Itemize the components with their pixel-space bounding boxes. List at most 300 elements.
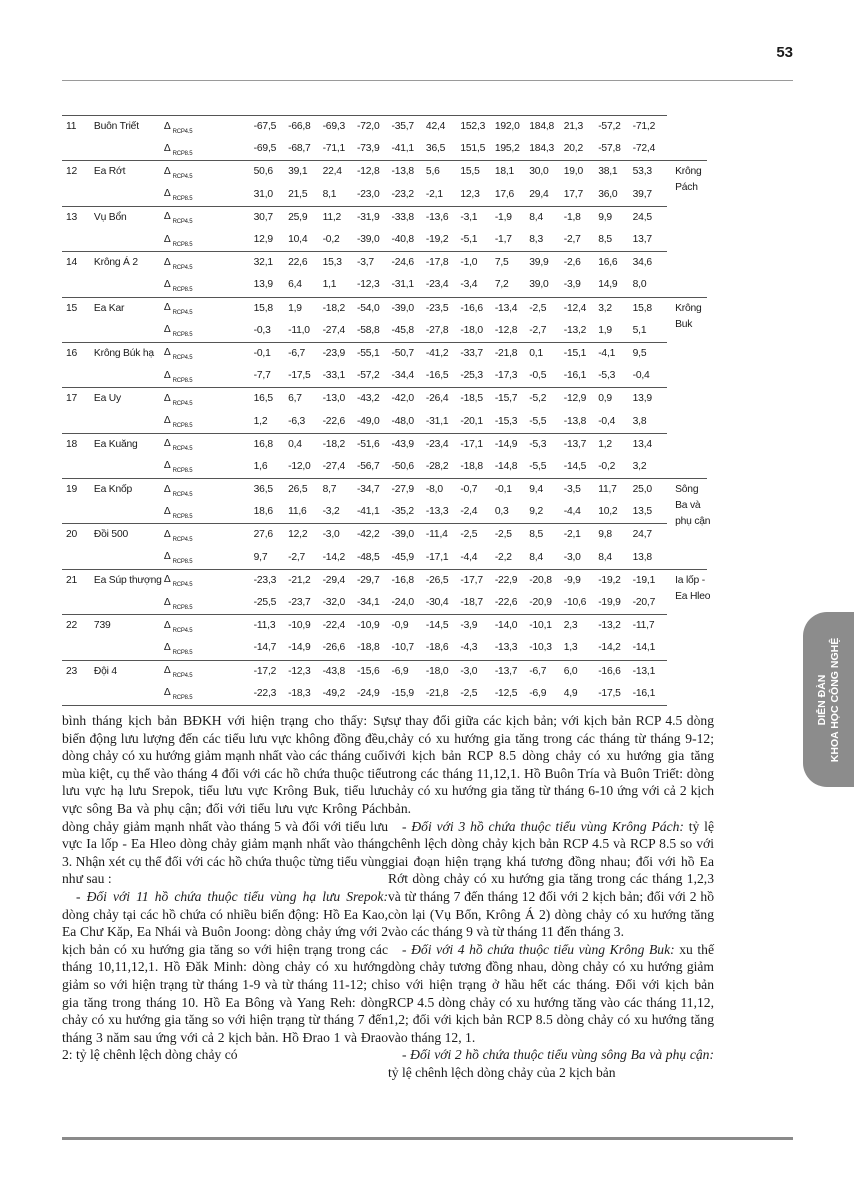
region-label: Krông Pách <box>675 166 702 194</box>
table-cell: -24,9 <box>357 683 391 706</box>
table-row <box>62 138 707 161</box>
table-cell: -16,6 <box>598 660 632 683</box>
table-cell: -18,8 <box>460 460 483 472</box>
table-cell: -21,2 <box>288 569 322 592</box>
table-cell: 26,5 <box>288 479 322 502</box>
table-cell: 50,6 <box>254 161 288 184</box>
table-cell: -50,7 <box>391 342 425 365</box>
table-cell: 39,0 <box>529 279 549 291</box>
table-cell: -0,3 <box>253 324 271 336</box>
reservoir-number: 14 <box>62 252 94 275</box>
table-cell: 10,4 <box>288 234 308 246</box>
table-cell: -5,3 <box>529 433 563 456</box>
table-cell: -20,7 <box>632 597 656 609</box>
table-cell: 39,7 <box>632 188 652 200</box>
reservoir-number <box>62 456 94 479</box>
table-row <box>62 184 707 207</box>
table-cell: -73,9 <box>357 143 380 155</box>
table-cell: -8,0 <box>426 479 460 502</box>
table-cell: -22,9 <box>495 569 529 592</box>
scenario-label <box>164 365 254 388</box>
reservoir-name <box>94 637 164 660</box>
table-cell: -14,2 <box>322 551 346 563</box>
table-cell: 13,5 <box>632 506 652 518</box>
table-cell: -13,7 <box>495 660 529 683</box>
side-tab <box>803 612 854 787</box>
table-cell: 19,0 <box>564 161 598 184</box>
table-row <box>62 479 707 502</box>
table-cell: 27,6 <box>254 524 288 547</box>
table-cell: -4,1 <box>598 342 632 365</box>
table-cell: -10,1 <box>529 615 563 638</box>
table-cell: -43,9 <box>391 433 425 456</box>
table-cell: -18,7 <box>460 597 483 609</box>
table-row <box>62 161 707 184</box>
table-cell: 184,3 <box>529 143 555 155</box>
reservoir-number: 23 <box>62 660 94 683</box>
region-cell-empty <box>667 116 707 161</box>
table-cell: 3,2 <box>632 460 647 472</box>
table-cell: -2,5 <box>460 683 494 706</box>
reservoir-name <box>94 547 164 570</box>
table-row <box>62 388 707 411</box>
table-cell: -4,3 <box>460 642 478 654</box>
table-cell: -42,0 <box>391 388 425 411</box>
table-cell: -12,5 <box>495 683 529 706</box>
table-cell: -1,0 <box>460 252 494 275</box>
table-cell: -22,6 <box>322 415 346 427</box>
table-cell: -2,1 <box>425 188 443 200</box>
footer-rule <box>62 1137 793 1140</box>
table-row <box>62 660 707 683</box>
table-cell: 22,6 <box>288 252 322 275</box>
table-cell: -34,1 <box>357 597 380 609</box>
scenario-label <box>164 161 254 184</box>
delta-symbol: Δ <box>163 505 171 517</box>
table-cell: 8,5 <box>598 234 612 246</box>
table-cell: 53,3 <box>633 161 667 184</box>
table-cell: -72,0 <box>357 116 391 139</box>
scenario-subscript: RCP8.5 <box>172 150 193 157</box>
table-row <box>62 637 707 660</box>
table-cell: 24,7 <box>633 524 667 547</box>
table-cell: -23,4 <box>426 433 460 456</box>
left-paragraph-2-body: dòng chảy tại các hồ chứa có nhiều biến động: Hồ Ea Kao, Ea Chư Kăp, Ea Nhái và Buôn Joong: dòng chảy ứng với 2 kịch bản có xu hướng gia tăng so với hiện trạng trong các tháng 10,11,12,1. Hồ Đăk Minh: dòng chảy có xu hướng giảm so với hiện trạng từ tháng 1-9 và từ tháng 11-12; chỉ gia tăng trong tháng 10. Hồ Ea Bông và Yang Reh: dòng chảy có xu hướng gia tăng so với hiện trạng từ tháng 7 đến tháng 3 năm sau ứng với cả 2 kịch bản. Hồ Đrao 1 và Đrao 2: tỷ lệ chênh lệch dòng chảy có <box>62 906 388 1063</box>
reservoir-name: Ea Súp thượng <box>94 569 164 592</box>
table-cell: -3,7 <box>357 252 391 275</box>
scenario-label <box>164 274 254 297</box>
table-cell: -48,5 <box>357 551 380 563</box>
table-cell: 2,3 <box>564 615 598 638</box>
reservoir-name: Ea Kar <box>94 297 164 320</box>
scenario-label <box>164 569 254 592</box>
reservoir-name: Ea Uy <box>94 388 164 411</box>
table-cell: -6,7 <box>529 660 563 683</box>
table-cell: 30,0 <box>529 161 563 184</box>
table-cell: -22,3 <box>254 683 288 706</box>
reservoir-name: Ea Kuăng <box>94 433 164 456</box>
table-cell: -18,3 <box>288 683 322 706</box>
table-cell: -43,2 <box>357 388 391 411</box>
table-cell: -33,7 <box>460 342 494 365</box>
table-cell: -23,3 <box>254 569 288 592</box>
table-cell: 0,1 <box>529 342 563 365</box>
delta-symbol: Δ <box>163 324 171 336</box>
table-cell: -13,3 <box>494 642 518 654</box>
table-cell: 0,4 <box>288 433 322 456</box>
table-cell: -0,9 <box>391 615 425 638</box>
table-cell: 34,6 <box>633 252 667 275</box>
table-cell: 15,3 <box>323 252 357 275</box>
table-cell: -45,8 <box>391 324 414 336</box>
reservoir-name <box>94 365 164 388</box>
delta-symbol: Δ <box>163 233 171 245</box>
table-cell: -2,7 <box>563 234 581 246</box>
table-cell: -4,4 <box>563 506 581 518</box>
table-cell: 152,3 <box>460 116 494 139</box>
table-row <box>62 229 707 252</box>
table-cell: -12,4 <box>564 297 598 320</box>
table-cell: -6,7 <box>288 342 322 365</box>
scenario-label <box>164 388 254 411</box>
scenario-label <box>164 683 254 706</box>
table-cell: 8,4 <box>529 551 543 563</box>
table-cell: -20,1 <box>460 415 483 427</box>
table-cell: 13,7 <box>632 234 652 246</box>
table-cell: -39,0 <box>391 297 425 320</box>
reservoir-number: 21 <box>62 569 94 592</box>
table-cell: 10,2 <box>598 506 618 518</box>
table-cell: -29,4 <box>323 569 357 592</box>
table-cell: 9,2 <box>529 506 543 518</box>
scenario-label <box>164 479 254 502</box>
table-cell: -11,4 <box>426 524 460 547</box>
scenario-subscript: RCP4.5 <box>172 219 193 226</box>
table-cell: -3,0 <box>563 551 581 563</box>
table-cell: 39,1 <box>288 161 322 184</box>
table-row <box>62 683 707 706</box>
table-cell: -23,9 <box>323 342 357 365</box>
scenario-label <box>164 660 254 683</box>
reservoir-name: Đội 4 <box>94 660 164 683</box>
table-cell: -30,4 <box>425 597 449 609</box>
table-cell: -14,1 <box>632 642 656 654</box>
right-paragraph-4-body: tỷ lệ chênh lệch dòng chảy của 2 kịch bản <box>388 1064 616 1080</box>
table-cell: -3,9 <box>460 615 494 638</box>
table-cell: -15,7 <box>495 388 529 411</box>
table-cell: 25,9 <box>288 206 322 229</box>
table-cell: -24,6 <box>391 252 425 275</box>
table-cell: 42,4 <box>426 116 460 139</box>
reservoir-number: 18 <box>62 433 94 456</box>
table-cell: -51,6 <box>357 433 391 456</box>
table-cell: -13,7 <box>564 433 598 456</box>
delta-symbol: Δ <box>163 392 171 404</box>
scenario-subscript: RCP8.5 <box>172 196 193 203</box>
region-label: Krông Buk <box>675 302 702 330</box>
table-cell: -2,2 <box>494 551 512 563</box>
table-cell: -34,7 <box>357 479 391 502</box>
scenario-subscript: RCP4.5 <box>172 673 193 680</box>
scenario-label <box>164 116 254 139</box>
table-cell: -10,7 <box>391 642 414 654</box>
delta-symbol: Δ <box>163 574 171 586</box>
reservoir-name <box>94 229 164 252</box>
table-cell: -12,3 <box>357 279 380 291</box>
table-cell: -34,4 <box>391 370 414 382</box>
table-cell: 29,4 <box>529 188 549 200</box>
table-cell: -12,9 <box>564 388 598 411</box>
table-cell: -39,0 <box>391 524 425 547</box>
table-cell: 13,4 <box>633 433 667 456</box>
table-cell: 17,6 <box>494 188 515 200</box>
table-cell: -57,8 <box>598 143 621 155</box>
table-cell: 12,2 <box>288 524 322 547</box>
scenario-label <box>164 138 254 161</box>
delta-symbol: Δ <box>163 665 171 677</box>
table-cell: -16,1 <box>563 370 587 382</box>
table-cell: -22,4 <box>323 615 357 638</box>
scenario-subscript: RCP4.5 <box>172 536 193 543</box>
table-row <box>62 206 707 229</box>
reservoir-number <box>62 229 94 252</box>
page-number: 53 <box>776 44 793 61</box>
table-cell: -18,2 <box>323 297 357 320</box>
table-cell: -3,0 <box>460 660 494 683</box>
table-cell: 14,9 <box>598 279 618 291</box>
scenario-subscript: RCP8.5 <box>172 377 193 384</box>
table-cell: -13,8 <box>391 161 425 184</box>
table-cell: -18,0 <box>460 324 483 336</box>
table-row <box>62 342 707 365</box>
scenario-label <box>164 320 254 343</box>
table-cell: 8,4 <box>598 551 612 563</box>
table-cell: 1,6 <box>253 460 268 472</box>
table-cell: -26,4 <box>426 388 460 411</box>
table-cell: -23,5 <box>426 297 460 320</box>
delta-symbol: Δ <box>163 278 171 290</box>
delta-symbol: Δ <box>163 188 171 200</box>
table-cell: 25,0 <box>633 479 667 502</box>
region-cell <box>667 479 711 570</box>
table-cell: -17,3 <box>494 370 518 382</box>
table-cell: -32,0 <box>322 597 346 609</box>
right-paragraph-4-lead: - Đối với 2 hồ chứa thuộc tiểu vùng sông Ba và phụ cận: <box>402 1047 714 1063</box>
table-cell: -17,2 <box>254 660 288 683</box>
table-cell: -16,8 <box>391 569 425 592</box>
table-cell: -18,0 <box>426 660 460 683</box>
table-cell: 6,7 <box>288 388 322 411</box>
reservoir-number <box>62 320 94 343</box>
right-paragraph-3 <box>388 941 714 1047</box>
table-cell: 18,6 <box>253 506 273 518</box>
table-cell: -15,1 <box>564 342 598 365</box>
table-cell: 16,6 <box>598 252 632 275</box>
scenario-subscript: RCP8.5 <box>172 559 193 566</box>
delta-symbol: Δ <box>163 528 171 540</box>
left-paragraph-2 <box>62 888 388 1064</box>
region-cell <box>667 297 707 479</box>
reservoir-number <box>62 683 94 706</box>
reservoir-name: Đồi 500 <box>94 524 164 547</box>
table-cell: -0,2 <box>598 460 616 472</box>
delta-symbol: Δ <box>163 369 171 381</box>
table-cell: -14,5 <box>426 615 460 638</box>
table-cell: -5,1 <box>460 234 478 246</box>
table-cell: -26,5 <box>426 569 460 592</box>
table-cell: -22,6 <box>494 597 518 609</box>
table-cell: -69,5 <box>253 143 277 155</box>
table-cell: 7,5 <box>495 252 529 275</box>
table-cell: -42,2 <box>357 524 391 547</box>
table-cell: -14,7 <box>253 642 277 654</box>
delta-symbol: Δ <box>163 460 171 472</box>
table-cell: -23,2 <box>391 188 414 200</box>
table-cell: -68,7 <box>288 143 311 155</box>
table-cell: 7,2 <box>494 279 509 291</box>
table-cell: -27,9 <box>391 479 425 502</box>
scenario-subscript: RCP8.5 <box>172 423 193 430</box>
table-cell: 16,8 <box>254 433 288 456</box>
right-paragraph-2-body: tỷ lệ chênh lệch dòng chảy kịch bản RCP 4.5 và RCP 8.5 so với giai đoạn hiện trạng khá tương đồng nhau; đối với hồ Ea Rớt dòng chảy có xu hướng gia tăng trong các tháng 1,2,3 và từ tháng 7 đến tháng 12 đối với 2 kịch bản; đối với 2 hồ còn lại (Vụ Bổn, Krông Á 2) dòng chảy có xu hướng tăng vào các tháng 9 và từ tháng 11 đến tháng 3. <box>388 818 714 940</box>
table-cell: -2,4 <box>460 506 478 518</box>
table-cell: -12,8 <box>494 324 518 336</box>
left-paragraph-2-lead: - Đối với 11 hồ chứa thuộc tiểu vùng hạ lưu Srepok: <box>76 888 388 904</box>
table-cell: -5,5 <box>529 415 547 427</box>
table-cell: -15,6 <box>357 660 391 683</box>
table-row <box>62 116 707 139</box>
scenario-label <box>164 206 254 229</box>
scenario-subscript: RCP8.5 <box>172 286 193 293</box>
table-cell: -11,0 <box>288 324 310 336</box>
table-cell: -41,1 <box>391 143 414 155</box>
right-paragraph-3-lead: - Đối với 4 hồ chứa thuộc tiểu vùng Krông Buk: <box>402 941 675 957</box>
table-row <box>62 410 707 433</box>
table-cell: -55,1 <box>357 342 391 365</box>
table-cell: -4,4 <box>460 551 478 563</box>
table-cell: -28,2 <box>425 460 449 472</box>
table-cell: 195,2 <box>494 143 520 155</box>
table-cell: 8,3 <box>529 234 543 246</box>
scenario-label <box>164 524 254 547</box>
delta-symbol: Δ <box>163 551 171 563</box>
table-cell: 6,4 <box>288 279 302 291</box>
table-row <box>62 569 707 592</box>
table-cell: -27,4 <box>322 324 346 336</box>
table-cell: -23,4 <box>425 279 449 291</box>
scenario-subscript: RCP4.5 <box>172 400 193 407</box>
table-cell: -6,9 <box>391 660 425 683</box>
table-cell: 0,3 <box>494 506 509 518</box>
table-row <box>62 274 707 297</box>
table-row <box>62 592 707 615</box>
table-cell: -41,1 <box>357 506 380 518</box>
reservoir-name <box>94 501 164 524</box>
reservoir-name: Buôn Triết <box>94 116 164 139</box>
table-cell: 8,4 <box>529 206 563 229</box>
table-cell: 9,4 <box>529 479 563 502</box>
reservoir-name: Krông Búk hạ <box>94 342 164 365</box>
reservoir-name <box>94 592 164 615</box>
scenario-subscript: RCP4.5 <box>172 310 193 317</box>
table-cell: -40,8 <box>391 234 414 246</box>
table-cell: -10,6 <box>563 597 587 609</box>
table-cell: 15,8 <box>633 297 667 320</box>
region-label: Ia lốp - Ea Hleo <box>675 574 711 602</box>
scenario-subscript: RCP8.5 <box>172 604 193 611</box>
table-cell: -16,6 <box>460 297 494 320</box>
right-paragraph-2-lead: - Đối với 3 hồ chứa thuộc tiểu vùng Krông Pách: <box>402 818 684 834</box>
table-cell: -31,1 <box>391 279 414 291</box>
table-cell: -21,8 <box>426 683 460 706</box>
reservoir-number: 11 <box>62 116 94 139</box>
scenario-label <box>164 637 254 660</box>
table-cell: 36,5 <box>425 143 446 155</box>
table-cell: -0,1 <box>254 342 288 365</box>
table-cell: 22,4 <box>323 161 357 184</box>
table-cell: -15,9 <box>391 683 425 706</box>
table-cell: -3,4 <box>460 279 478 291</box>
scenario-subscript: RCP8.5 <box>172 468 193 475</box>
table-cell: -5,3 <box>598 370 616 382</box>
table-cell: -3,0 <box>323 524 357 547</box>
table-cell: 12,3 <box>460 188 480 200</box>
reservoir-number: 22 <box>62 615 94 638</box>
table-cell: 9,7 <box>253 551 268 563</box>
table-row <box>62 297 707 320</box>
table-cell: -5,5 <box>529 460 547 472</box>
table-cell: -16,1 <box>633 683 667 706</box>
table-cell: -17,5 <box>598 683 632 706</box>
table-cell: -14,2 <box>598 642 621 654</box>
reservoir-name <box>94 456 164 479</box>
table-cell: 13,8 <box>632 551 652 563</box>
scenario-subscript: RCP8.5 <box>172 695 193 702</box>
right-paragraph-2 <box>388 818 714 941</box>
table-cell: -1,8 <box>564 206 598 229</box>
table-cell: -17,5 <box>288 370 311 382</box>
table-cell: 15,8 <box>254 297 288 320</box>
header-rule <box>62 80 793 81</box>
reservoir-name: Ea Knốp <box>94 479 164 502</box>
table-cell: -12,3 <box>288 660 322 683</box>
scenario-subscript: RCP4.5 <box>172 264 193 271</box>
table-cell: -49,2 <box>323 683 357 706</box>
table-cell: -3,9 <box>563 279 581 291</box>
table-cell: -66,8 <box>288 116 322 139</box>
table-cell: -0,4 <box>598 415 616 427</box>
table-cell: -26,6 <box>322 642 346 654</box>
reservoir-number: 17 <box>62 388 94 411</box>
scenario-subscript: RCP4.5 <box>172 173 193 180</box>
table-cell: -67,5 <box>254 116 288 139</box>
scenario-label <box>164 501 254 524</box>
table-cell: -1,7 <box>494 234 512 246</box>
table-cell: -9,9 <box>564 569 598 592</box>
table-cell: -17,7 <box>460 569 494 592</box>
table-cell: -57,2 <box>598 116 632 139</box>
table-cell: 36,0 <box>598 188 618 200</box>
table-cell: 4,9 <box>564 683 598 706</box>
table-cell: -58,8 <box>357 324 380 336</box>
table-cell: 9,5 <box>633 342 667 365</box>
table-cell: -10,9 <box>288 615 322 638</box>
table-cell: -3,2 <box>322 506 340 518</box>
reservoir-name: Vụ Bổn <box>94 206 164 229</box>
side-tab-label <box>816 637 842 761</box>
table-cell: -13,2 <box>563 324 587 336</box>
region-cell <box>667 161 707 297</box>
